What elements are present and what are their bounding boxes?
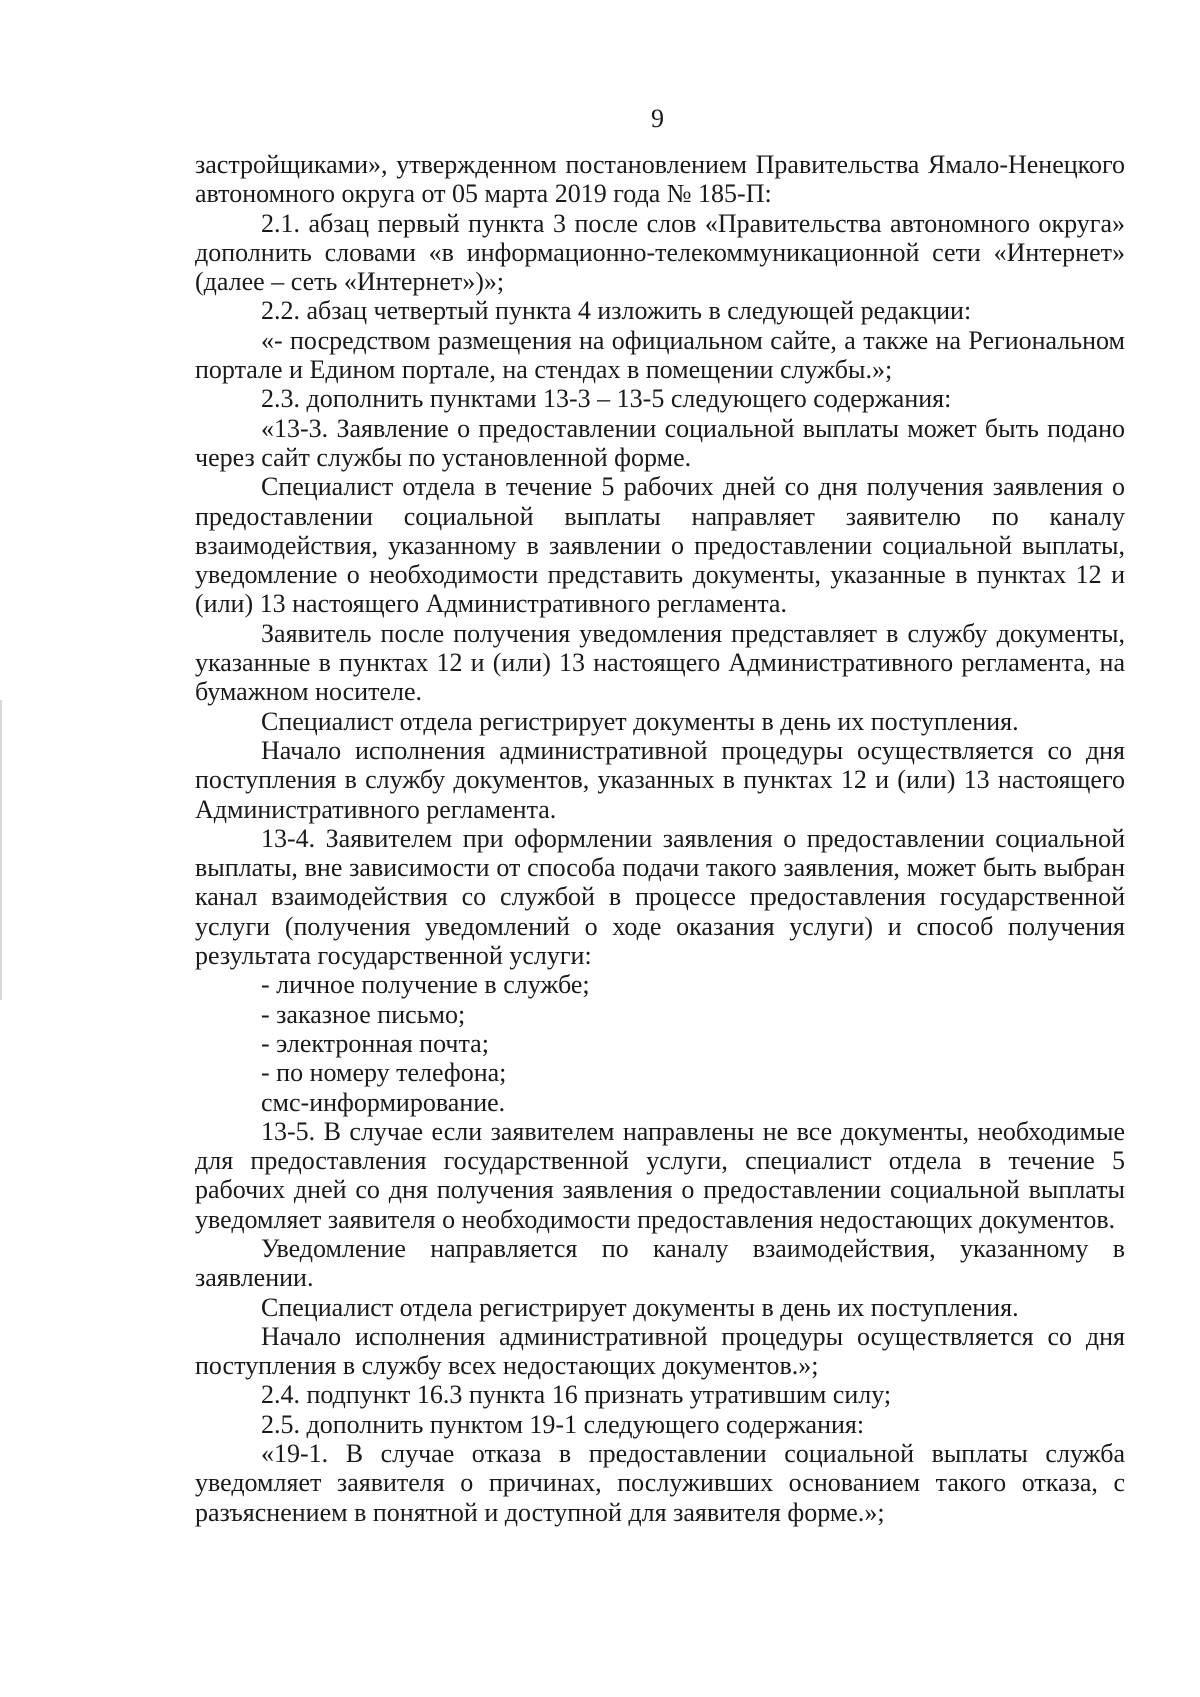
list-item-personal: - личное получение в службе; bbox=[261, 970, 590, 1000]
paragraph-2-3: 2.3. дополнить пунктами 13-3 – 13-5 следующего содержания: bbox=[261, 384, 952, 414]
paragraph-13-3: «13-3. Заявление о предоставлении социальной выплаты может быть подано через сайт службы по установленной форме. bbox=[195, 413, 1125, 472]
paragraph-continuation: застройщиками», утвержденном постановлением Правительства Ямало-Ненецкого автономного округа от 05 марта 2019 года № 185-П: bbox=[195, 150, 1125, 209]
paragraph-2-5: 2.5. дополнить пунктом 19-1 следующего содержания: bbox=[261, 1409, 865, 1439]
paragraph-2-2: 2.2. абзац четвертый пункта 4 изложить в следующей редакции: bbox=[261, 296, 972, 326]
page-number: 9 bbox=[651, 104, 664, 133]
paragraph-registration-2: Специалист отдела регистрирует документы в день их поступления. bbox=[261, 1292, 1019, 1322]
paragraph-notice-channel: Уведомление направляется по каналу взаимодействия, указанному в заявлении. bbox=[195, 1233, 1125, 1293]
paragraph-quote-item-4: «- посредством размещения на официальном сайте, а также на Региональном портале и Едином портале, на стендах в помещении службы.»; bbox=[195, 325, 1125, 385]
paragraph-specialist-notice: Специалист отдела в течение 5 рабочих дней со дня получения заявления о предоставлении социальной выплаты направляет заявителю по каналу взаимодействия, указанному в заявлении о предоставлении социальной выплаты, уведомление о необходимости представить документы, указанные в пунктах 12 и (или) 13 настоящего Административного регламента. bbox=[195, 472, 1125, 619]
paragraph-procedure-start-2: Начало исполнения административной процедуры осуществляется со дня поступления в службу всех недостающих документов.»; bbox=[195, 1321, 1125, 1381]
paragraph-applicant-documents: Заявитель после получения уведомления представляет в службу документы, указанные в пунктах 12 и (или) 13 настоящего Административного регламента, на бумажном носителе. bbox=[195, 618, 1125, 707]
list-item-registered-mail: - заказное письмо; bbox=[261, 999, 466, 1029]
paragraph-2-4: 2.4. подпункт 16.3 пункта 16 признать утратившим силу; bbox=[261, 1380, 892, 1410]
paragraph-2-1: 2.1. абзац первый пункта 3 после слов «Правительства автономного округа» дополнить словами «в информационно-телекоммуникационной сети «Интернет» (далее – сеть «Интернет»)»; bbox=[195, 208, 1125, 297]
document-body bbox=[195, 150, 1125, 1527]
paragraph-13-4: 13-4. Заявителем при оформлении заявления о предоставлении социальной выплаты, вне зависимости от способа подачи такого заявления, может быть выбран канал взаимодействия со службой в процессе предоставления государственной услуги (получения уведомлений о ходе оказания услуги) и способ получения результата государственной услуги: bbox=[195, 823, 1125, 971]
paragraph-19-1: «19-1. В случае отказа в предоставлении социальной выплаты служба уведомляет заявителя о причинах, послуживших основанием такого отказа, с разъяснением в понятной и доступной для заявителя форме.»; bbox=[195, 1439, 1125, 1527]
list-item-sms: смс-информирование. bbox=[261, 1087, 506, 1117]
list-item-phone: - по номеру телефона; bbox=[261, 1058, 507, 1088]
paragraph-registration: Специалист отдела регистрирует документы в день их поступления. bbox=[261, 706, 1019, 736]
paragraph-13-5: 13-5. В случае если заявителем направлены не все документы, необходимые для предоставления государственной услуги, специалист отдела в течение 5 рабочих дней со дня получения заявления о предоставлении социальной выплаты уведомляет заявителя о необходимости предоставления недостающих документов. bbox=[195, 1116, 1125, 1234]
paragraph-procedure-start: Начало исполнения административной процедуры осуществляется со дня поступления в службу документов, указанных в пунктах 12 и (или) 13 настоящего Административного регламента. bbox=[195, 735, 1125, 824]
scan-edge-divider bbox=[0, 700, 2, 1000]
list-item-email: - электронная почта; bbox=[261, 1028, 489, 1058]
